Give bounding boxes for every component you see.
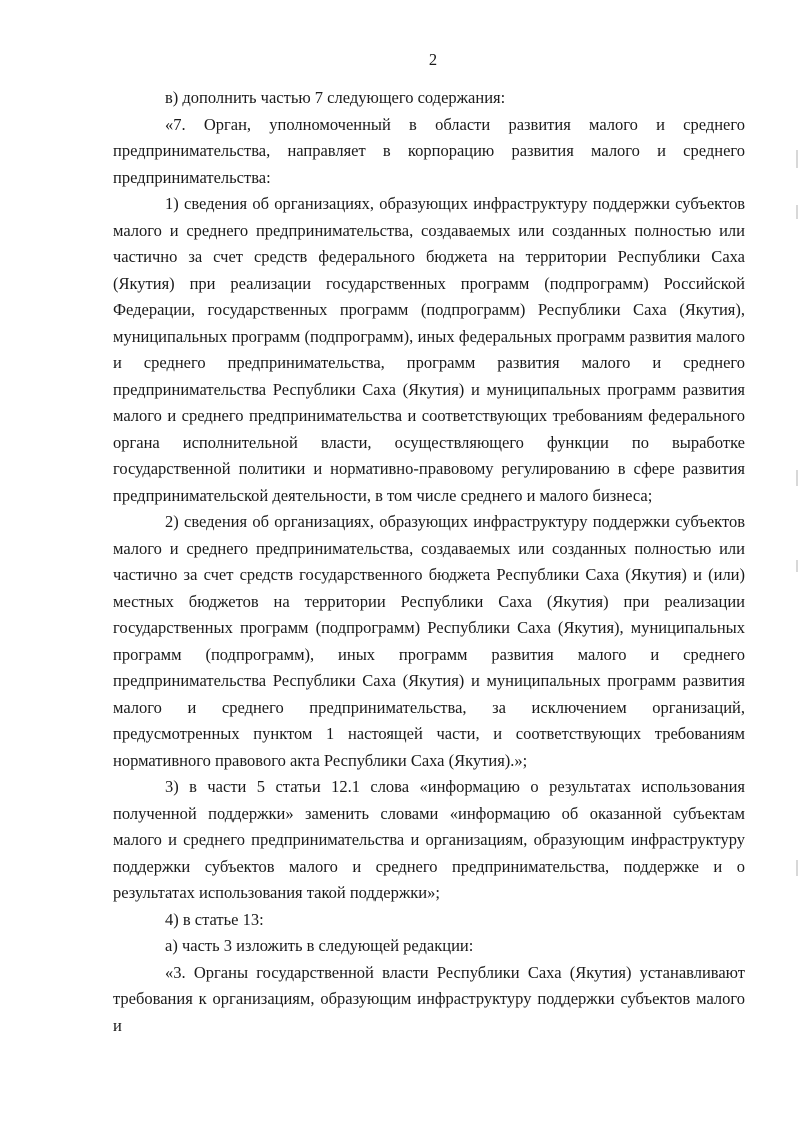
document-body bbox=[113, 85, 745, 1039]
page-number: 2 bbox=[428, 50, 438, 69]
paragraph-part-3: «3. Органы государственной власти Республики Саха (Якутия) устанавливают требования к организациям, образующим инфраструктуру поддержки субъектов малого и bbox=[113, 962, 745, 1035]
paragraph-part-7: «7. Орган, уполномоченный в области развития малого и среднего предпринимательства, направляет в корпорацию развития малого и среднего предпринимательства: bbox=[113, 114, 745, 187]
paragraph-item-3: 3) в части 5 статьи 12.1 слова «информацию о результатах использования полученной поддержки» заменить словами «информацию об оказанной субъектам малого и среднего предпринимательства и организациям, образующим инфраструктуру поддержки субъектов малого и среднего предпринимательства, поддержке и о результатах использования такой поддержки»; bbox=[113, 777, 745, 902]
scan-edge-mark bbox=[796, 205, 798, 219]
paragraph-amendment-v: в) дополнить частью 7 следующего содержания: bbox=[165, 88, 506, 107]
paragraph-item-2: 2) сведения об организациях, образующих инфраструктуру поддержки субъектов малого и среднего предпринимательства, создаваемых или созданных полностью или частично за счет средств государственного бюджета Республики Саха (Якутия) и (или) местных бюджетов на территории Республики Саха (Якутия) при реализации государственных программ (подпрограмм) Республики Саха (Якутия), муниципальных программ (подпрограмм), иных программ развития малого и среднего предпринимательства Республики Саха (Якутия) и муниципальных программ развития малого и среднего предпринимательства, за исключением организаций, предусмотренных пунктом 1 настоящей части, и соответствующих требованиям нормативного правового акта Республики Саха (Якутия).»; bbox=[113, 512, 745, 770]
scan-edge-mark bbox=[796, 150, 798, 168]
scan-edge-mark bbox=[796, 560, 798, 572]
paragraph-item-1: 1) сведения об организациях, образующих инфраструктуру поддержки субъектов малого и среднего предпринимательства, создаваемых или созданных полностью или частично за счет средств федерального бюджета на территории Республики Саха (Якутия) при реализации государственных программ (подпрограмм) Российской Федерации, государственных программ (подпрограмм) Республики Саха (Якутия), муниципальных программ (подпрограмм), иных федеральных программ развития малого и среднего предпринимательства, программ развития малого и среднего предпринимательства Республики Саха (Якутия) и муниципальных программ развития малого и среднего предпринимательства и соответствующих требованиям федерального органа исполнительной власти, осуществляющего функции по выработке государственной политики и нормативно-правовому регулированию в сфере развития предпринимательской деятельности, в том числе среднего и малого бизнеса; bbox=[113, 194, 745, 505]
paragraph-subitem-a: а) часть 3 изложить в следующей редакции: bbox=[165, 936, 474, 955]
scan-edge-mark bbox=[796, 860, 798, 876]
paragraph-item-4: 4) в статье 13: bbox=[165, 909, 264, 929]
scan-edge-mark bbox=[796, 470, 798, 486]
